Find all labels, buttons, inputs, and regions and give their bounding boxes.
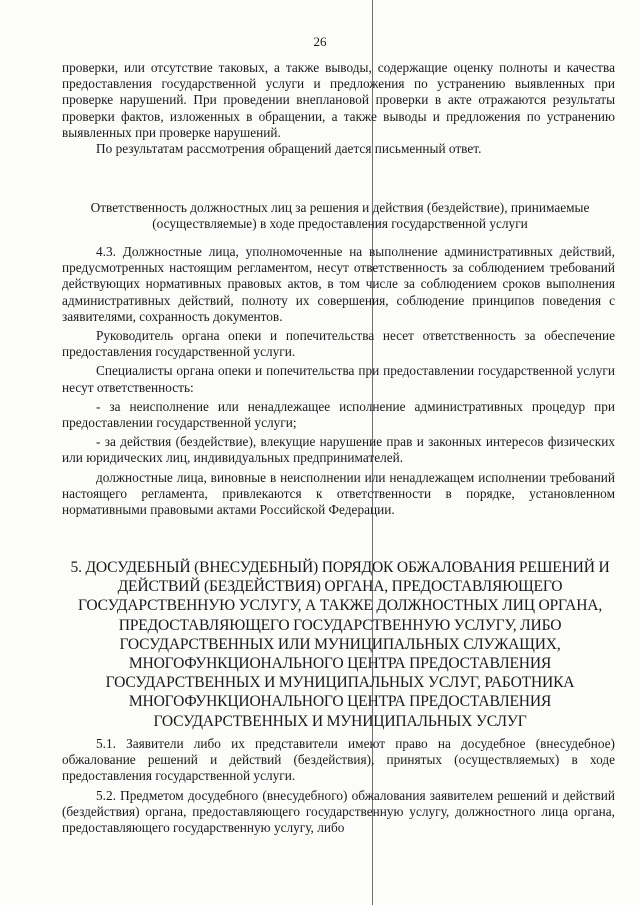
paragraph-4-3: 4.3. Должностные лица, уполномоченные на выполнение административных действий, предусмотренных настоящим регламентом, несут ответственность за соблюдением требований действующих нормативных правовых актов, в том числе за соблюдением сроков выполнения административных действий, полноту их совершения, соблюдение принципов поведения с заявителями, сохранность документов. xyxy=(62,244,615,324)
block-appeal xyxy=(62,736,615,836)
paragraph-findings: проверки, или отсутствие таковых, а также выводы, содержащие оценку полноты и качества предоставления государственной услуги и предложения по устранению выявленных при проверке нарушений. При проведении внеплановой проверки в акте отражаются результаты проверки фактов, изложенных в обращении, а также выводы и предложения по устранению выявленных при проверке нарушений. xyxy=(62,60,615,140)
block-responsibility xyxy=(62,244,615,518)
paragraph-5-1: 5.1. Заявители либо их представители имеют право на досудебное (внесудебное) обжалование решений и действий (бездействия), принятых (осуществляемых) в ходе предоставления государственной услуги. xyxy=(62,736,615,784)
paragraph-specialists: Специалисты органа опеки и попечительства при предоставлении государственной услуги несут ответственность: xyxy=(62,363,615,395)
paragraph-5-2: 5.2. Предметом досудебного (внесудебного) обжалования заявителем решений и действий (бездействия) органа, предоставляющего государственную услугу, должностного лица органа, предоставляющего государственную услугу, либо xyxy=(62,787,615,836)
list-item-nonperformance: - за неисполнение или ненадлежащее исполнение административных процедур при предоставлении государственной услуги; xyxy=(62,398,615,431)
paragraph-head-responsibility: Руководитель органа опеки и попечительства несет ответственность за обеспечение предоставления государственной услуги. xyxy=(62,328,615,360)
subheading-responsibility: Ответственность должностных лиц за решения и действия (бездействие), принимаемые (осуществляемые) в ходе предоставления государственной услуги xyxy=(90,200,590,232)
block-findings xyxy=(62,60,615,157)
paragraph-written-reply: По результатам рассмотрения обращений дается письменный ответ. xyxy=(96,141,482,157)
section-5-title: 5. ДОСУДЕБНЫЙ (ВНЕСУДЕБНЫЙ) ПОРЯДОК ОБЖАЛОВАНИЯ РЕШЕНИЙ И ДЕЙСТВИЙ (БЕЗДЕЙСТВИЯ) ОРГАНА, ПРЕДОСТАВЛЯЮЩЕГО ГОСУДАРСТВЕННУЮ УСЛУГУ, А ТАКЖЕ ДОЛЖНОСТНЫХ ЛИЦ ОРГАНА, ПРЕДОСТАВЛЯЮЩЕГО ГОСУДАРСТВЕННУЮ УСЛУГУ, ЛИБО ГОСУДАРСТВЕННЫХ ИЛИ МУНИЦИПАЛЬНЫХ СЛУЖАЩИХ, МНОГОФУНКЦИОНАЛЬНОГО ЦЕНТРА ПРЕДОСТАВЛЕНИЯ ГОСУДАРСТВЕННЫХ И МУНИЦИПАЛЬНЫХ УСЛУГ, РАБОТНИКА МНОГОФУНКЦИОНАЛЬНОГО ЦЕНТРА ПРЕДОСТАВЛЕНИЯ ГОСУДАРСТВЕННЫХ И МУНИЦИПАЛЬНЫХ УСЛУГ xyxy=(70,559,610,730)
page-number: 26 xyxy=(313,34,327,49)
paragraph-liability: должностные лица, виновные в неисполнении или ненадлежащем исполнении требований настоящего регламента, привлекаются к ответственности в порядке, установленном нормативными правовыми актами Российской Федерации. xyxy=(62,469,615,518)
list-item-actions: - за действия (бездействие), влекущие нарушение прав и законных интересов физических или юридических лиц, индивидуальных предпринимателей. xyxy=(62,434,615,466)
